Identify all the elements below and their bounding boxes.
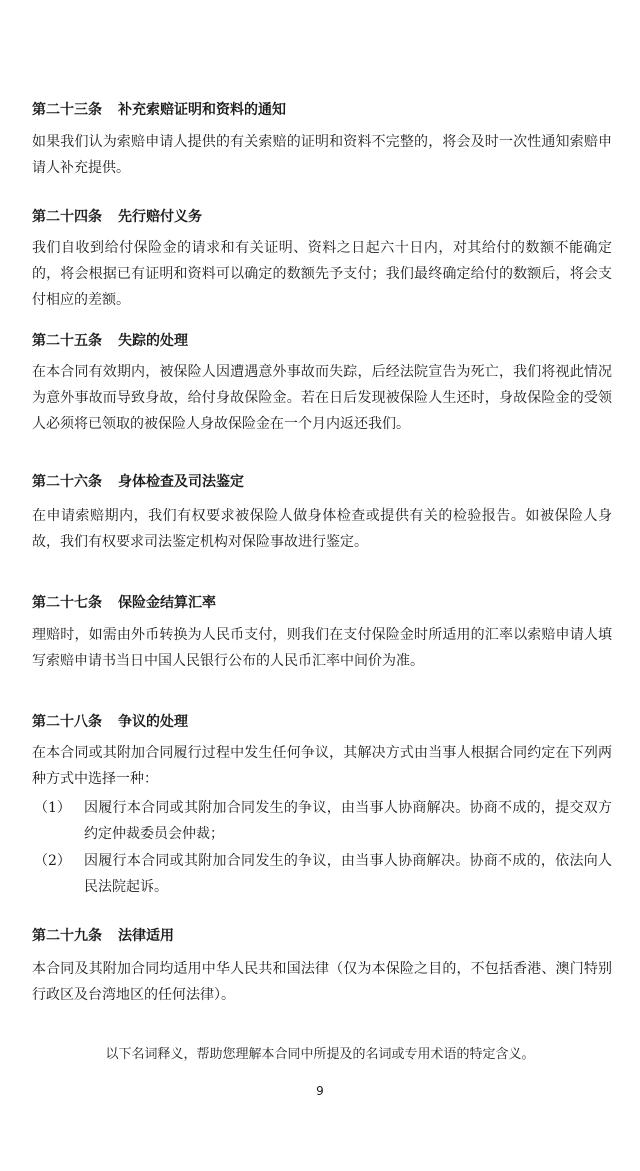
article-title: 补充索赔证明和资料的通知 (118, 102, 286, 118)
article-number: 第二十九条 (32, 928, 102, 944)
article-title: 保险金结算汇率 (118, 595, 216, 611)
article-heading (32, 208, 202, 226)
article-number: 第二十五条 (32, 333, 102, 349)
article-heading (32, 101, 286, 119)
list-item-number: （2） (34, 853, 71, 869)
article-body: 在申请索赔期内，我们有权要求被保险人做身体检查或提供有关的检验报告。如被保险人身故，我们有权要求司法鉴定机构对保险事故进行鉴定。 (32, 508, 612, 550)
article-body: 本合同及其附加合同均适用中华人民共和国法律（仅为本保险之目的，不包括香港、澳门特别行政区及台湾地区的任何法律）。 (32, 961, 612, 1003)
article-title: 先行赔付义务 (118, 209, 202, 225)
page-number: 9 (316, 1084, 324, 1098)
article-heading (32, 927, 174, 945)
article-number: 第二十三条 (32, 102, 102, 118)
article-body: 我们自收到给付保险金的请求和有关证明、资料之日起六十日内，对其给付的数额不能确定的，将会根据已有证明和资料可以确定的数额先予支付；我们最终确定给付的数额后，将会支付相应的差额。 (32, 240, 612, 308)
list-item-number: （1） (34, 800, 71, 816)
article-number: 第二十六条 (32, 474, 102, 490)
article-heading (32, 713, 188, 731)
article-title: 争议的处理 (118, 714, 188, 730)
list-item-text: 因履行本合同或其附加合同发生的争议，由当事人协商解决。协商不成的，提交双方约定仲裁委员会仲裁； (84, 800, 612, 842)
article-title: 失踪的处理 (118, 333, 188, 349)
definitions-intro-note: 以下名词释义，帮助您理解本合同中所提及的名词或专用术语的特定含义。 (105, 1047, 535, 1062)
article-body: 在本合同或其附加合同履行过程中发生任何争议，其解决方式由当事人根据合同约定在下列两种方式中选择一种： (32, 745, 612, 787)
list-item-text: 因履行本合同或其附加合同发生的争议，由当事人协商解决。协商不成的，依法向人民法院起诉。 (84, 853, 612, 895)
article-body: 在本合同有效期内，被保险人因遭遇意外事故而失踪，后经法院宣告为死亡，我们将视此情况为意外事故而导致身故，给付身故保险金。若在日后发现被保险人生还时，身故保险金的受领人必须将已领取的被保险人身故保险金在一个月内返还我们。 (32, 364, 612, 432)
article-title: 法律适用 (118, 928, 174, 944)
article-number: 第二十八条 (32, 714, 102, 730)
article-number: 第二十七条 (32, 595, 102, 611)
article-title: 身体检查及司法鉴定 (118, 474, 244, 490)
article-number: 第二十四条 (32, 209, 102, 225)
article-heading (32, 473, 244, 491)
article-body: 理赔时，如需由外币转换为人民币支付，则我们在支付保险金时所适用的汇率以索赔申请人填写索赔申请书当日中国人民银行公布的人民币汇率中间价为准。 (32, 627, 612, 669)
article-body: 如果我们认为索赔申请人提供的有关索赔的证明和资料不完整的，将会及时一次性通知索赔申请人补充提供。 (32, 134, 612, 176)
article-heading (32, 594, 216, 612)
article-heading (32, 332, 188, 350)
